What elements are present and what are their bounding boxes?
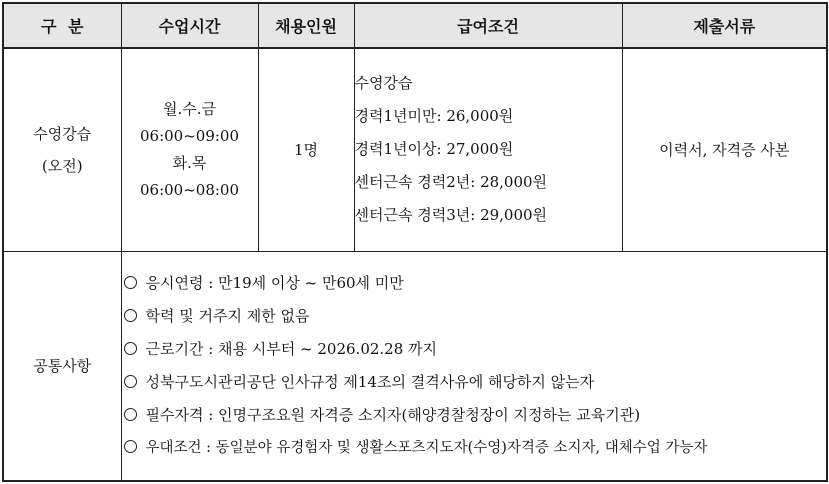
list-item (122, 300, 827, 333)
class-hours-cell (121, 48, 258, 251)
circle-bullet-icon (124, 309, 137, 322)
header-category: 구 분 (3, 3, 121, 48)
hours-time-1: 06:00~09:00 (139, 126, 240, 145)
pay-item: 경력1년미만: 26,000원 (354, 107, 514, 126)
note-text: 학력 및 거주지 제한 없음 (145, 306, 310, 325)
hours-time-2: 06:00~08:00 (139, 180, 240, 199)
common-category-cell: 공통사항 (3, 251, 121, 481)
pay-title: 수영강습 (354, 74, 413, 93)
circle-bullet-icon (124, 276, 137, 289)
pay-item: 경력1년이상: 27,000원 (354, 140, 514, 159)
header-documents: 제출서류 (622, 3, 827, 48)
list-item (122, 333, 827, 366)
header-row (3, 3, 827, 48)
list-item (122, 267, 827, 300)
circle-bullet-icon (124, 342, 137, 355)
circle-bullet-icon (124, 375, 137, 388)
recruitment-table (2, 2, 828, 482)
header-pay-conditions: 급여조건 (354, 3, 622, 48)
table-row (3, 48, 827, 251)
category-name: 수영강습 (33, 124, 92, 143)
circle-bullet-icon (124, 440, 137, 453)
note-text: 필수자격 : 인명구조요원 자격증 소지자(해양경찰청장이 지정하는 교육기관) (145, 405, 641, 424)
hours-days-2: 화.목 (172, 153, 207, 172)
note-text: 응시연령 : 만19세 이상 ~ 만60세 미만 (145, 273, 404, 292)
pay-conditions-cell (354, 48, 622, 251)
list-item (122, 432, 827, 465)
documents-cell: 이력서, 자격증 사본 (622, 48, 827, 251)
circle-bullet-icon (124, 408, 137, 421)
header-headcount: 채용인원 (258, 3, 354, 48)
list-item (122, 366, 827, 399)
category-cell (3, 48, 121, 251)
common-notes-cell (121, 251, 827, 481)
pay-item: 센터근속 경력2년: 28,000원 (354, 173, 548, 192)
category-session: (오전) (41, 156, 83, 175)
header-class-hours: 수업시간 (121, 3, 258, 48)
note-text: 근로기간 : 채용 시부터 ~ 2026.02.28 까지 (145, 339, 438, 358)
note-text: 우대조건 : 동일분야 유경험자 및 생활스포츠지도자(수영)자격증 소지자, 대체수업 가능자 (145, 439, 708, 456)
pay-item: 센터근속 경력3년: 29,000원 (354, 206, 548, 225)
note-text: 성북구도시관리공단 인사규정 제14조의 결격사유에 해당하지 않는자 (145, 372, 595, 391)
hours-days-1: 월.수.금 (162, 99, 216, 118)
headcount-cell: 1명 (258, 48, 354, 251)
table-row (3, 251, 827, 481)
list-item (122, 399, 827, 432)
